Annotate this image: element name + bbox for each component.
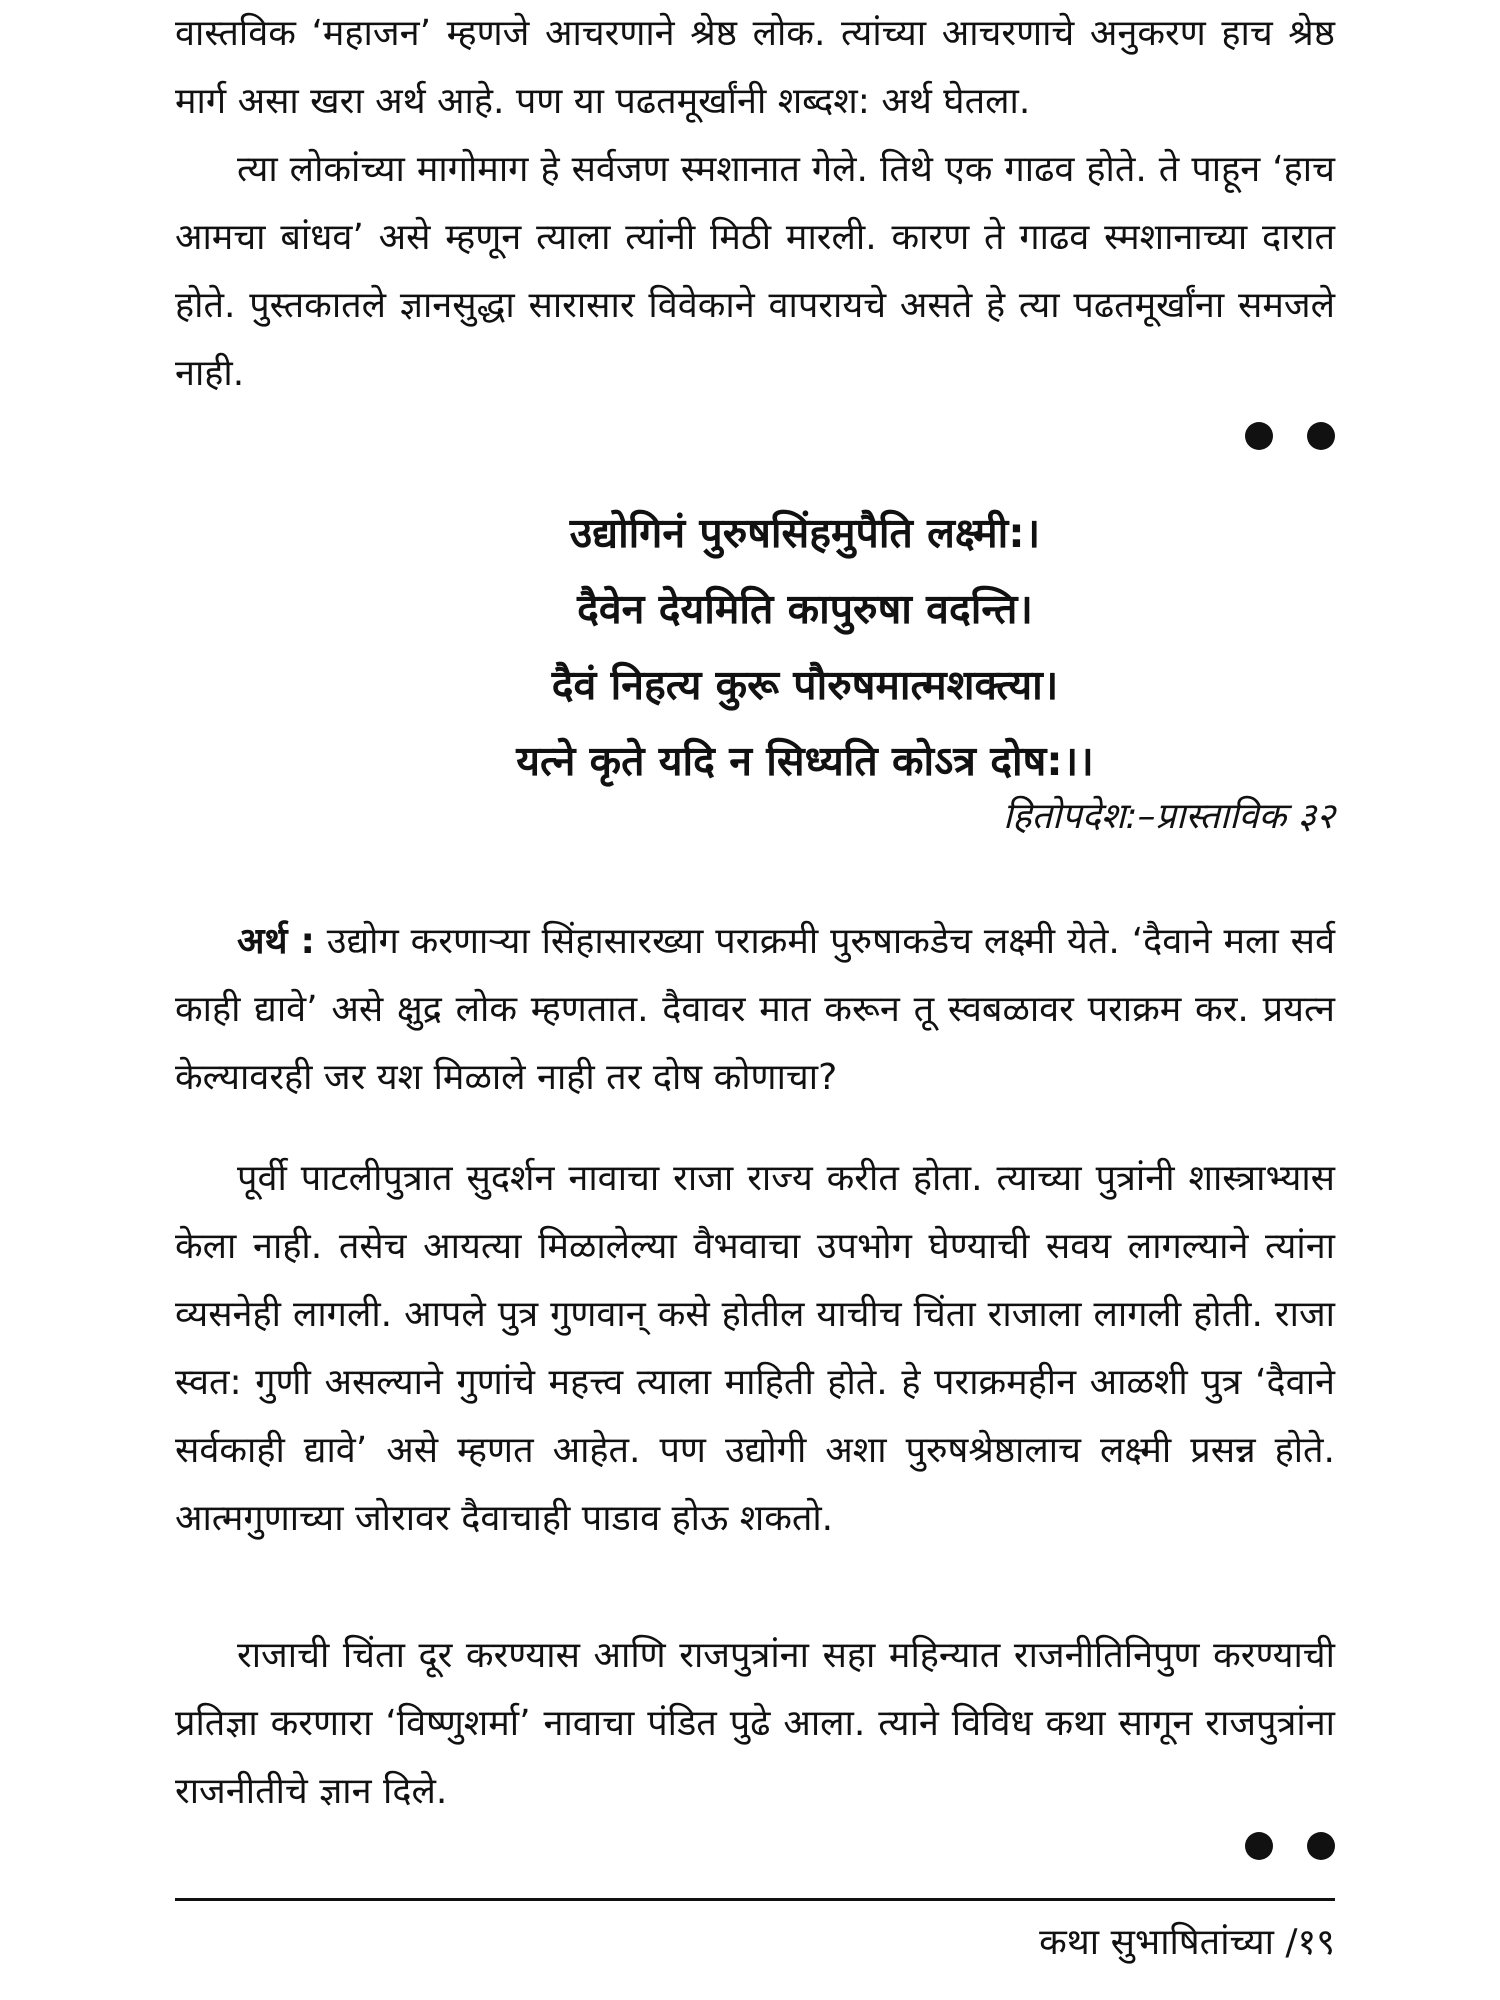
section-separator-dots (1211, 422, 1335, 454)
verse-line: यत्ने कृते यदि न सिध्यति कोऽत्र दोष:।। (516, 737, 1094, 785)
verse-line: दैवेन देयमिति कापुरुषा वदन्ति। (577, 585, 1033, 633)
paragraph-top-1: वास्तविक ‘महाजन’ म्हणजे आचरणाने श्रेष्ठ लोक. त्यांच्या आचरणाचे अनुकरण हाच श्रेष्ठ मार्ग असा खरा अर्थ आहे. पण या पढतमूर्खांनी शब्दश: अर्थ घेतला. (175, 13, 1335, 122)
meaning-text: उद्योग करणाऱ्या सिंहासारख्या पराक्रमी पुरुषाकडेच लक्ष्मी येते. ‘दैवाने मला सर्व काही द्यावे’ असे क्षुद्र लोक म्हणतात. दैवावर मात करून तू स्वबळावर पराक्रम कर. प्रयत्न केल्यावरही जर यश मिळाले नाही तर दोष कोणाचा? (175, 921, 1335, 1098)
dot-icon (1307, 1832, 1335, 1860)
section-end-dots (1211, 1832, 1335, 1864)
page (175, 0, 1335, 2000)
story-paragraph-2: राजाची चिंता दूर करण्यास आणि राजपुत्रांना सहा महिन्यात राजनीतिनिपुण करण्याची प्रतिज्ञा करणारा ‘विष्णुशर्मा’ नावाचा पंडित पुढे आला. त्याने विविध कथा सागून राजपुत्रांना राजनीतीचे ज्ञान दिले. (175, 1635, 1335, 1812)
meaning-paragraph (175, 908, 1335, 1112)
verse-line: उद्योगिनं पुरुषसिंहमुपैति लक्ष्मी:। (569, 509, 1041, 557)
sanskrit-verse (175, 495, 1335, 799)
verse-line: दैवं निहत्य कुरू पौरुषमात्मशक्त्या। (551, 661, 1059, 709)
meaning-label: अर्थ : (237, 921, 315, 962)
dot-icon (1245, 422, 1273, 450)
footer-rule (175, 1898, 1335, 1901)
page-footer: कथा सुभाषितांच्या /१९ (1039, 1922, 1335, 1963)
paragraph-top-2: त्या लोकांच्या मागोमाग हे सर्वजण स्मशानात गेले. तिथे एक गाढव होते. ते पाहून ‘हाच आमचा बांधव’ असे म्हणून त्याला त्यांनी मिठी मारली. कारण ते गाढव स्मशानाच्या दारात होते. पुस्तकातले ज्ञानसुद्धा सारासार विवेकाने वापरायचे असते हे त्या पढतमूर्खांना समजले नाही. (175, 149, 1335, 394)
dot-icon (1307, 422, 1335, 450)
story-paragraph-1: पूर्वी पाटलीपुत्रात सुदर्शन नावाचा राजा राज्य करीत होता. त्याच्या पुत्रांनी शास्त्राभ्यास केला नाही. तसेच आयत्या मिळालेल्या वैभवाचा उपभोग घेण्याची सवय लागल्याने त्यांना व्यसनेही लागली. आपले पुत्र गुणवान् कसे होतील याचीच चिंता राजाला लागली होती. राजा स्वत: गुणी असल्याने गुणांचे महत्त्व त्याला माहिती होते. हे पराक्रमहीन आळशी पुत्र ‘दैवाने सर्वकाही द्यावे’ असे म्हणत आहेत. पण उद्योगी अशा पुरुषश्रेष्ठालाच लक्ष्मी प्रसन्न होते. आत्मगुणाच्या जोरावर दैवाचाही पाडाव होऊ शकतो. (175, 1158, 1335, 1539)
verse-source: हितोपदेश:–प्रास्ताविक ३२ (1003, 796, 1335, 837)
dot-icon (1245, 1832, 1273, 1860)
